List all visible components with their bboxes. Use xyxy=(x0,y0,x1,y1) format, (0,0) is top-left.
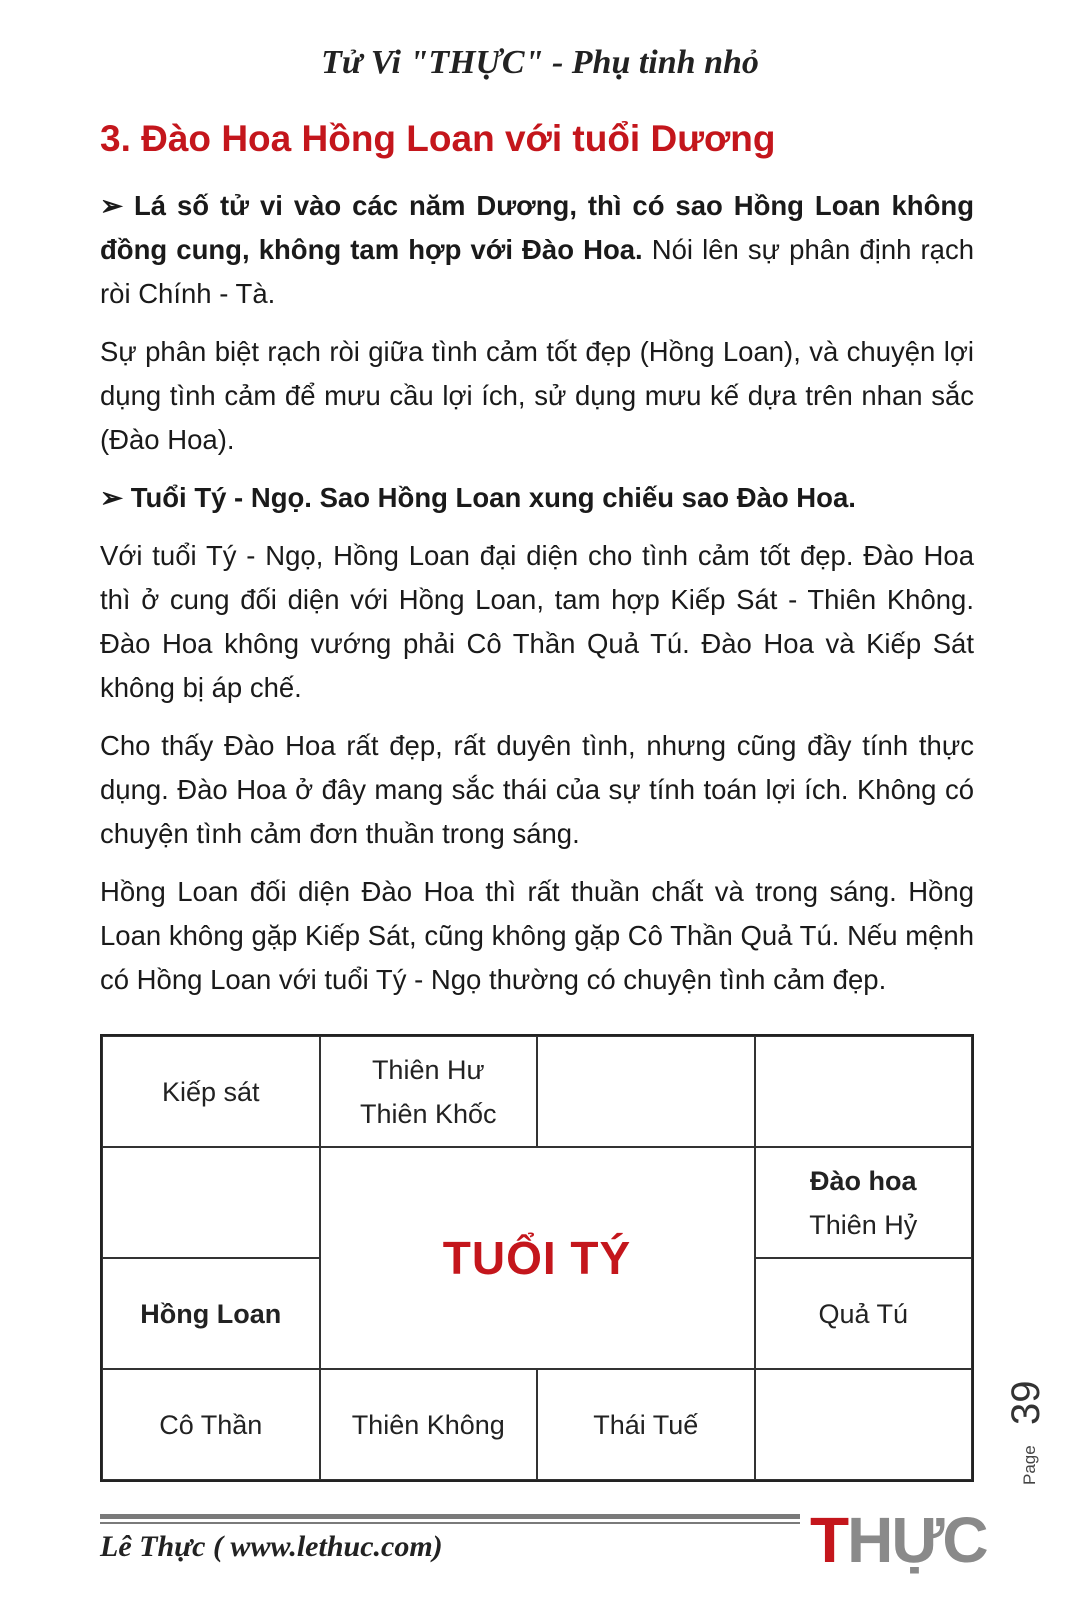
chart-label: Thái Tuế xyxy=(593,1409,699,1440)
paragraph-3 xyxy=(100,476,974,520)
chart-label: Kiếp sát xyxy=(161,1076,260,1107)
chart-label: Cô Thần xyxy=(159,1409,263,1440)
chart-label: Thiên Khốc xyxy=(359,1098,497,1129)
chart-label: Quả Tú xyxy=(818,1298,909,1329)
chart-cell-r4c2 xyxy=(320,1369,538,1480)
paragraph-6: Hồng Loan đối diện Đào Hoa thì rất thuần chất và trong sáng. Hồng Loan không gặp Kiếp Sát, cũng không gặp Cô Thần Quả Tú. Nếu mệnh có Hồng Loan với tuổi Tý - Ngọ thường có chuyện tình cảm đẹp. xyxy=(100,876,974,995)
arrow-bullet-icon: ➢ xyxy=(100,482,131,513)
section-heading: 3. Đào Hoa Hồng Loan với tuổi Dương xyxy=(100,118,776,159)
chart-label: Thiên Hỷ xyxy=(809,1209,918,1240)
chart-cell-r4c4 xyxy=(755,1369,973,1480)
paragraph-1-rest: Nói lên sự phân định rạch ròi Chính - Tà. xyxy=(100,234,974,309)
paragraph-1-bold: Lá số tử vi vào các năm Dương, thì có sao Hồng Loan không đồng cung, không tam hợp với Đào Hoa. xyxy=(100,190,974,265)
chart-center-title: TUỔI TÝ xyxy=(320,1147,755,1369)
chart-cell-r1c1 xyxy=(102,1036,320,1147)
chart-label: Thiên Hư xyxy=(371,1054,485,1085)
paragraph-3-bold: Tuổi Tý - Ngọ. Sao Hồng Loan xung chiếu sao Đào Hoa. xyxy=(130,482,856,513)
footer-rule-thin xyxy=(100,1522,800,1524)
chart-label: Hồng Loan xyxy=(140,1298,282,1329)
chart-label: Thiên Không xyxy=(351,1409,505,1440)
chart-cell-r4c3 xyxy=(537,1369,755,1480)
chart-cell-r1c4 xyxy=(755,1036,973,1147)
body-text xyxy=(100,184,974,1002)
paragraph-4: Với tuổi Tý - Ngọ, Hồng Loan đại diện cho tình cảm tốt đẹp. Đào Hoa thì ở cung đối diện với Hồng Loan, tam hợp Kiếp Sát - Thiên Không. Đào Hoa không vướng phải Cô Thần Quả Tú. Đào Hoa và Kiếp Sát không bị áp chế. xyxy=(100,540,974,703)
logo-letter-t: T xyxy=(810,1504,848,1576)
chart-cell-r2c1 xyxy=(102,1147,320,1258)
paragraph-5: Cho thấy Đào Hoa rất đẹp, rất duyên tình, nhưng cũng đầy tính thực dụng. Đào Hoa ở đây mang sắc thái của sự tính toán lợi ích. Không có chuyện tình cảm đơn thuần trong sáng. xyxy=(100,730,974,849)
page-label: Page xyxy=(1020,1445,1039,1485)
paragraph-1 xyxy=(100,184,974,316)
logo-letters: HỰC xyxy=(847,1504,987,1576)
chart-cell-r1c3 xyxy=(537,1036,755,1147)
page-number: 39 xyxy=(1004,1380,1048,1425)
footer-author: Lê Thực ( www.lethuc.com) xyxy=(100,1530,443,1563)
chart-cell-r1c2 xyxy=(320,1036,538,1147)
arrow-bullet-icon: ➢ xyxy=(100,190,134,221)
chart-label: Đào hoa xyxy=(809,1165,917,1196)
brand-logo xyxy=(810,1504,987,1576)
chart-cell-r3c1 xyxy=(102,1258,320,1369)
footer-rule-thick xyxy=(100,1514,800,1519)
chart-cell-r2c4 xyxy=(755,1147,973,1258)
paragraph-2: Sự phân biệt rạch ròi giữa tình cảm tốt đẹp (Hồng Loan), và chuyện lợi dụng tình cảm để mưu cầu lợi ích, sử dụng mưu kế dựa trên nhan sắc (Đào Hoa). xyxy=(100,336,974,455)
chart-cell-r4c1 xyxy=(102,1369,320,1480)
horoscope-chart xyxy=(100,1034,974,1482)
chart-cell-r3c4 xyxy=(755,1258,973,1369)
running-header: Tử Vi "THỰC" - Phụ tinh nhỏ xyxy=(321,44,759,81)
